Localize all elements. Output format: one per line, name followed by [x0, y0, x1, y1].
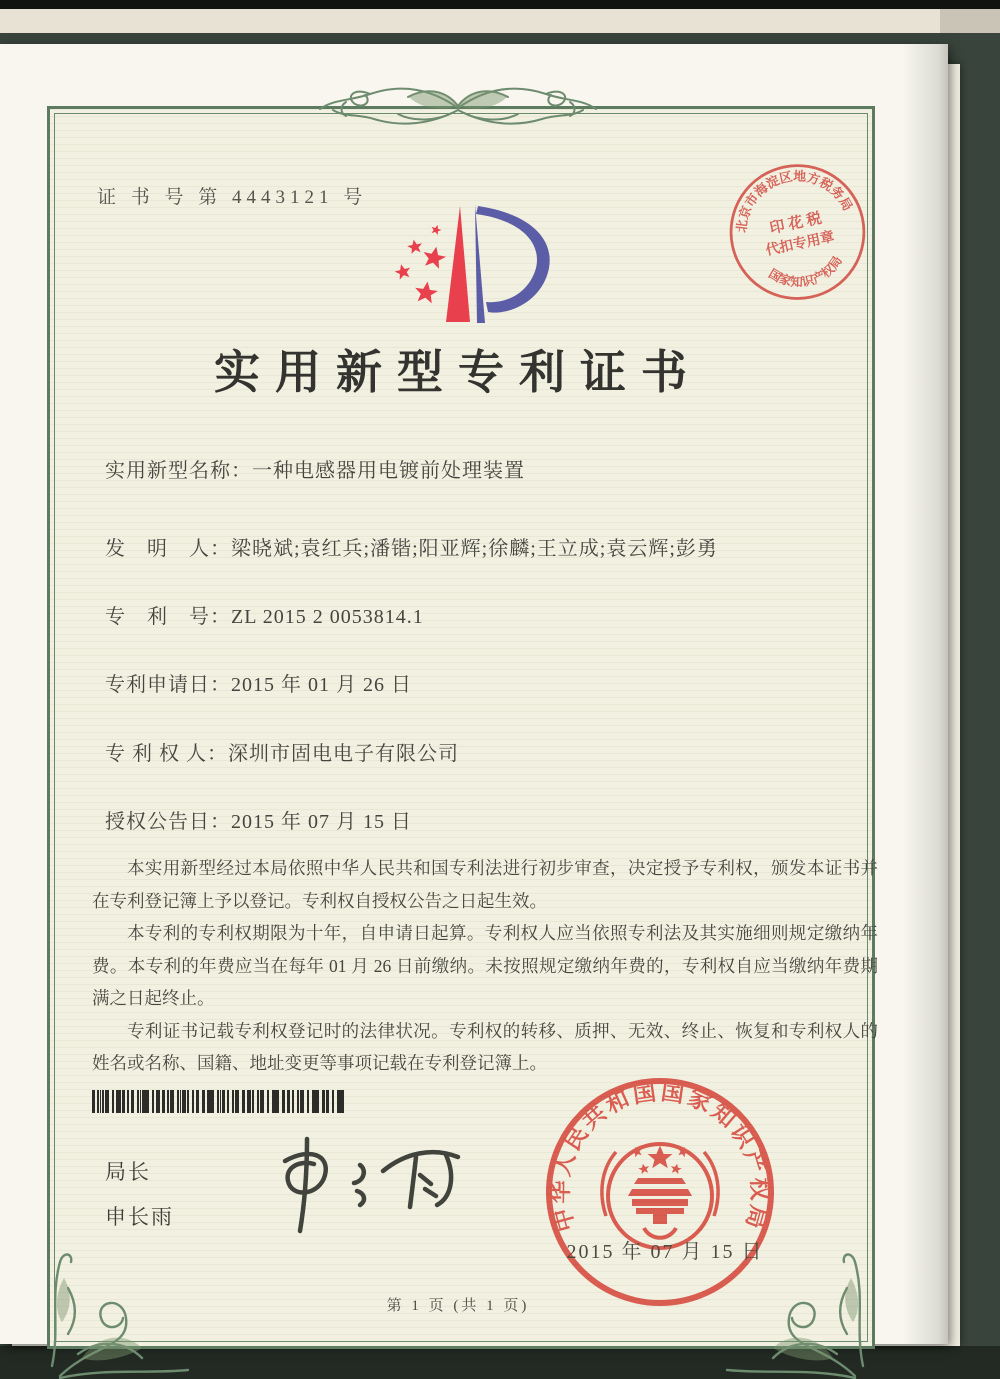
tax-stamp-center-line2: 代扣专用章: [764, 229, 836, 259]
legal-paragraph-1: 本实用新型经过本局依照中华人民共和国专利法进行初步审查，决定授予专利权，颁发本证书并在专利登记簿上予以登记。专利权自授权公告之日起生效。: [92, 858, 878, 911]
china-ip-office-logo-icon: [382, 192, 587, 344]
certificate-paper: [0, 44, 948, 1344]
logo-red-wedge: [446, 206, 470, 322]
legal-paragraph-2: 本专利的专利权期限为十年，自申请日起算。专利权人应当依照专利法及其实施细则规定缴纳年费。本专利的年费应当在每年 01 月 26 日前缴纳。未按照规定缴纳年费的，专利权自应当缴纳年费期满之日起终止。: [92, 923, 878, 1008]
director-signature: [240, 1129, 480, 1249]
logo-p-bowl: [476, 206, 550, 313]
barcode: [92, 1090, 346, 1113]
logo-blue-sliver: [475, 204, 485, 323]
legal-paragraph-3: 专利证书记载专利权登记时的法律状况。专利权的转移、质押、无效、终止、恢复和专利权人的姓名或名称、国籍、地址变更等事项记载在专利登记簿上。: [92, 1020, 878, 1073]
field-inventors: 发 明 人：梁晓斌;袁红兵;潘锴;阳亚辉;徐麟;王立成;袁云辉;彭勇: [105, 538, 718, 560]
page-number: 第 1 页 (共 1 页): [386, 1298, 530, 1314]
field-filing-date: 专利申请日：2015 年 01 月 26 日: [105, 674, 412, 696]
top-border-ornament: [308, 80, 608, 136]
office-seal-ring-text: 中华人民共和国国家知识产权局: [547, 1079, 773, 1235]
director-name-label: 申长雨: [105, 1206, 174, 1229]
certificate-number: 证 书 号 第 4443121 号: [97, 187, 368, 208]
logo-stars: [393, 223, 447, 303]
folder-edge-strip: [0, 9, 1000, 33]
tax-stamp-arc-bottom-text: 国家知识产权局: [766, 253, 845, 290]
legal-text-block: [92, 852, 878, 1080]
svg-text:国家知识产权局: [764, 252, 849, 297]
certificate-title: 实用新型专利证书: [214, 347, 702, 398]
seal-date: 2015 年 07 月 15 日: [566, 1241, 764, 1263]
director-title-label: 局长: [105, 1161, 151, 1184]
tax-stamp-center-line1: 印 花 税: [768, 210, 824, 238]
tax-stamp: [709, 143, 888, 326]
field-patentee: 专 利 权 人：深圳市固电电子有限公司: [105, 743, 459, 765]
field-grant-date: 授权公告日：2015 年 07 月 15 日: [105, 811, 412, 833]
national-emblem-icon: [602, 1144, 718, 1248]
tax-stamp-arc-top-text: 北京市海淀区地方税务局: [734, 169, 855, 234]
office-seal: [540, 1072, 780, 1317]
field-patent-number: 专 利 号：ZL 2015 2 0053814.1: [105, 606, 424, 628]
field-utility-model-name: 实用新型名称：一种电感器用电镀前处理装置: [105, 460, 525, 482]
